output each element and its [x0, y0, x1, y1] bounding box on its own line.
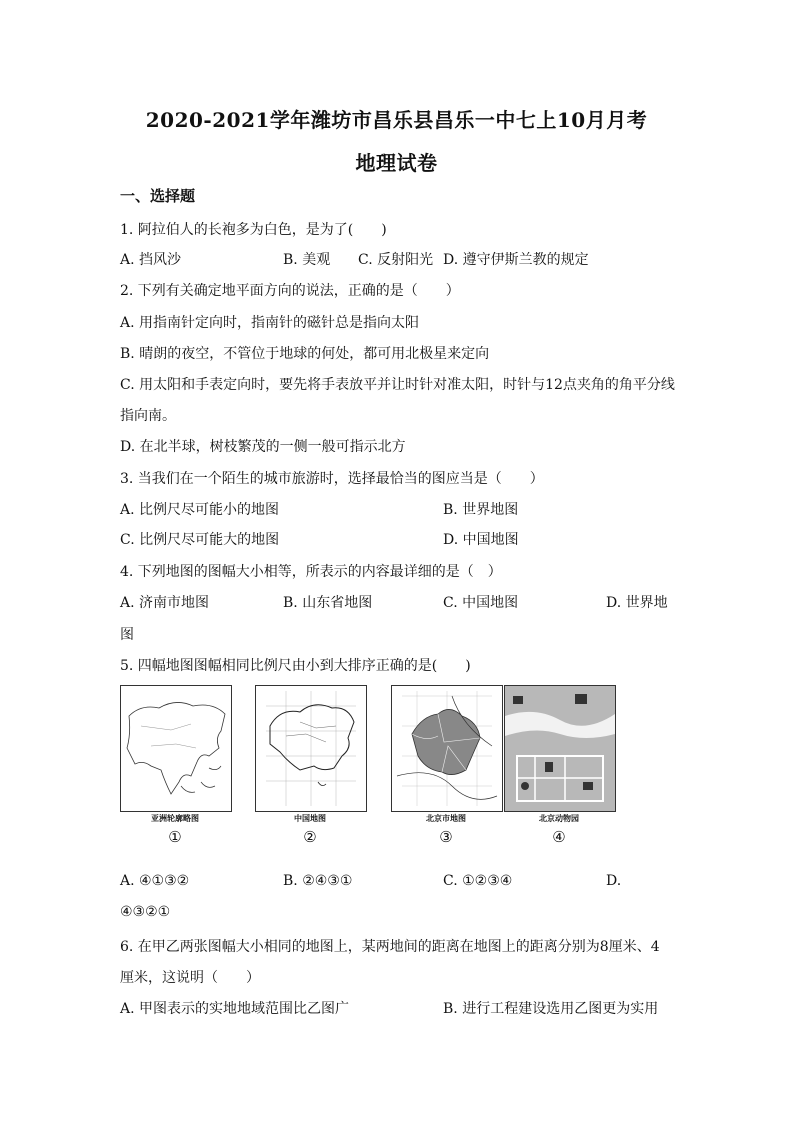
map-caption-3: 北京市地图 [426, 814, 466, 823]
map-caption-2: 中国地图 [294, 814, 326, 823]
q5-option-c: C. ①②③④ [443, 873, 513, 889]
q2-stem: 2. 下列有关确定地平面方向的说法，正确的是（ ） [120, 283, 460, 299]
asia-outline-map [120, 685, 232, 812]
q5-option-a: A. ④①③② [120, 873, 190, 889]
q4-option-d-wrap: 图 [120, 627, 134, 643]
q4-stem: 4. 下列地图的图幅大小相等，所表示的内容最详细的是（ ） [120, 564, 502, 580]
map-number-3: ③ [439, 828, 453, 846]
q2-option-c-line2: 指向南。 [120, 408, 176, 424]
q1-option-b: B. 美观 [283, 252, 331, 268]
q3-option-d: D. 中国地图 [443, 532, 519, 548]
q6-stem-line1: 6. 在甲乙两张图幅大小相同的地图上，某两地间的距离在地图上的距离分别为8厘米、4 [120, 939, 660, 955]
q4-option-a: A. 济南市地图 [120, 595, 210, 611]
q6-option-b: B. 进行工程建设选用乙图更为实用 [443, 1001, 659, 1017]
q2-option-c-line1: C. 用太阳和手表定向时，要先将手表放平并让时针对准太阳，时针与12点夹角的角平分线 [120, 377, 675, 393]
q3-option-b: B. 世界地图 [443, 502, 519, 518]
q1-option-d: D. 遵守伊斯兰教的规定 [443, 252, 589, 268]
map-caption-4: 北京动物园 [539, 814, 579, 823]
q3-option-c: C. 比例尺尽可能大的地图 [120, 532, 280, 548]
q4-option-b: B. 山东省地图 [283, 595, 373, 611]
q5-option-b: B. ②④③① [283, 873, 353, 889]
q1-stem: 1. 阿拉伯人的长袍多为白色，是为了( ) [120, 222, 387, 238]
map-caption-1: 亚洲轮廓略图 [151, 814, 199, 823]
q1-option-a: A. 挡风沙 [120, 252, 182, 268]
q1-option-c: C. 反射阳光 [358, 252, 434, 268]
q6-option-a: A. 甲图表示的实地地域范围比乙图广 [120, 1001, 350, 1017]
q5-map-figure [120, 685, 620, 845]
map-number-1: ① [168, 828, 182, 846]
q5-option-d: D. [606, 873, 622, 889]
q2-option-d: D. 在北半球，树枝繁茂的一侧一般可指示北方 [120, 439, 406, 455]
q2-option-b: B. 晴朗的夜空，不管位于地球的何处，都可用北极星来定向 [120, 346, 490, 362]
beijing-zoo-map [504, 685, 616, 812]
beijing-city-map [391, 685, 503, 812]
q2-option-a: A. 用指南针定向时，指南针的磁针总是指向太阳 [120, 315, 420, 331]
section-heading: 一、选择题 [120, 187, 196, 205]
map-number-2: ② [303, 828, 317, 846]
q3-stem: 3. 当我们在一个陌生的城市旅游时，选择最恰当的图应当是（ ） [120, 471, 544, 487]
q4-option-c: C. 中国地图 [443, 595, 519, 611]
q4-option-d: D. 世界地 [606, 595, 668, 611]
china-map [255, 685, 367, 812]
map-number-4: ④ [552, 828, 566, 846]
exam-title-line2: 地理试卷 [355, 151, 438, 175]
q6-stem-line2: 厘米，这说明（ ） [120, 970, 260, 986]
exam-title-line1: 2020-2021学年潍坊市昌乐县昌乐一中七上10月月考 [145, 108, 648, 132]
q3-option-a: A. 比例尺尽可能小的地图 [120, 502, 280, 518]
q5-stem: 5. 四幅地图图幅相同比例尺由小到大排序正确的是( ) [120, 658, 471, 674]
q5-option-d-wrap: ④③②① [120, 904, 171, 920]
